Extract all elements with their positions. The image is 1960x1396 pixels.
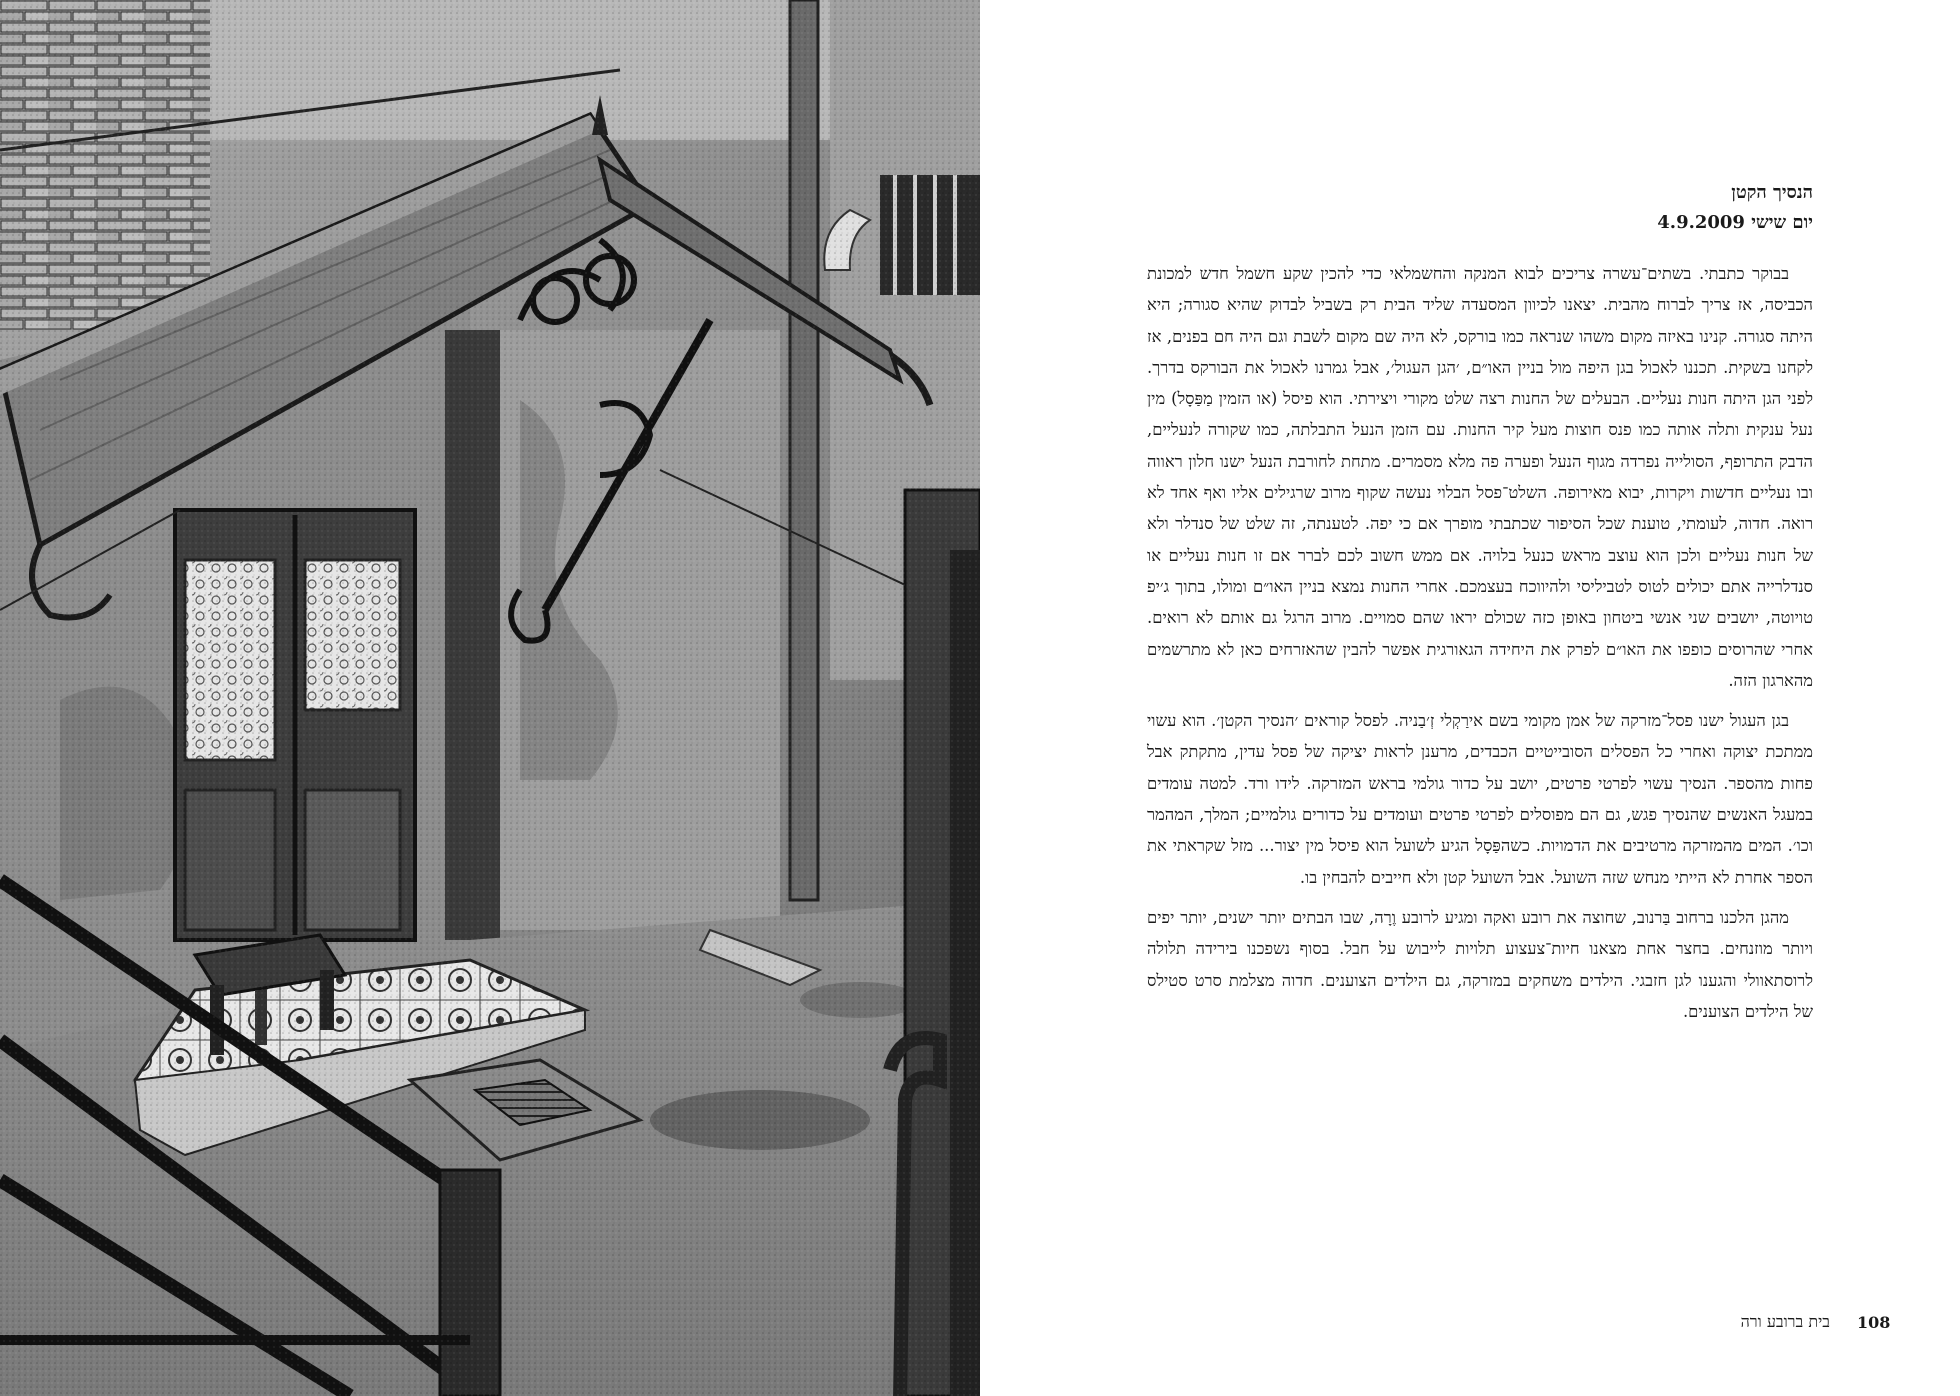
paragraph-3: מהגן הלכנו ברחוב בַּרנוב, שחוצה את רובע ואקה ומגיע לרובע וֶרָה, שבו הבתים יותר ישנים, יותר יפים ויותר מוזנחים. בחצר אחת מצאנו חיות־צעצוע תלויות לייבוש על חבל. בסוף נשפכנו בירידה תלולה לרוסתאוולי והגענו לגן חזבגי. הילדים משחקים במזרקה, גם הילדים הצוענים. חדוה מצלמת סרט סטילס של הילדים הצוענים. — [1147, 907, 1813, 1021]
article-body — [1147, 178, 1813, 1036]
entry-date: יום שישי 4.9.2009 — [1657, 212, 1813, 233]
entry-title: הנסיך הקטן — [1731, 182, 1813, 203]
text-page — [980, 0, 1960, 1396]
running-title: בית ברובע ורה — [1740, 1312, 1830, 1331]
paragraph-2: בגן העגול ישנו פסל־מזרקה של אמן מקומי בשם אירַקְלי זְ׳בַניה. לפסל קוראים ׳הנסיך הקטן׳. הוא עשוי ממתכת יצוקה ואחרי כל הפסלים הסובייטיים הכבדים, מרענן לראות יציקה של פסל עדין, מתקתק אבל פחות מהספר. הנסיך עשוי לפרטי פרטים, יושב על כדור גולמי בראש המזרקה. לידו ורד. למטה עומדים במעגל האנשים שהנסיך פגש, גם הם מפוסלים לפרטי פרטים ועומדים על כדורים גולמיים; המלך, המהמר וכו׳. המים מהמזרקה מרטיבים את הדמויות. כשהפַּסָל הגיע לשועל הוא פיסל מין יצור... מזל שקראתי את הספר אחרת לא הייתי מנחש שזה השועל. אבל השועל קטן ולא חייבים להבחין בו. — [1147, 711, 1813, 887]
page-number: 108 — [1857, 1313, 1891, 1332]
paragraph-1: בבוקר כתבתי. בשתים־עשרה צריכים לבוא המנקה והחשמלאי כדי להכין שקע חשמל חדש למכונת הכביסה, אז צריך לברוח מהבית. יצאנו לכיוון המסעדה שליד הבית רק בשביל לבדוק שהיא סגורה; היא היתה סגורה. קנינו באיזה מקום משהו שנראה כמו בורקס, לא היה שם מקום לשבת וגם היה חם בפנים, אז לקחנו בשקית. תכננו לאכול בגן היפה מול בניין האו״ם, ׳הגן העגול׳, אבל גמרנו לאכול את הבורקס בדרך. לפני הגן היתה חנות נעליים. הבעלים של החנות רצה שלט מקורי ויצירתי. הוא פיסל (או הזמין מַפַּסָל) מין נעל ענקית ותלה אותה כמו פנס חוצות מעל קיר החנות. עם הזמן הנעל התבלתה, כמו שקורה לנעליים, הדבק התרופף, הסולייה נפרדה מגוף הנעל ופערה פה מלא מסמרים. מתחת לחורבת הנעל ישנו חלון ראווה ובו נעליים חדשות ויקרות, יבוא מאירופה. השלט־פסל הבלוי נעשה שקוף מרוב שרגילים אליו ואף אחד לא רואה. חדוה, לעומתי, טוענת שכל הסיפור שכתבתי מופרך אם כי יפה. לטענתה, זה שלט של סנדלר ולא של חנות נעליים ולכן הוא עוצב מראש כנעל בלויה. אם ממש חשוב לכם לברר אם זו חנות נעליים או סנדלרייה אתם יכולים לטוס לטביליסי ולהיווכח בעצמכם. אחרי החנות נמצא בניין האו״ם ומולו, בתוך ג׳יפ טויוטה, יושבים שני אנשי ביטחון באופן כזה שכולם יראו שהם סמויים. מרוב הרגל גם אותם לא רואים. אחרי שהרוסים כופפו את האו״ם לפרק את היחידה הגאורגית אפשר להבין שהאזרחים כאן לא מתרשמים מהארגון הזה. — [1147, 264, 1813, 690]
